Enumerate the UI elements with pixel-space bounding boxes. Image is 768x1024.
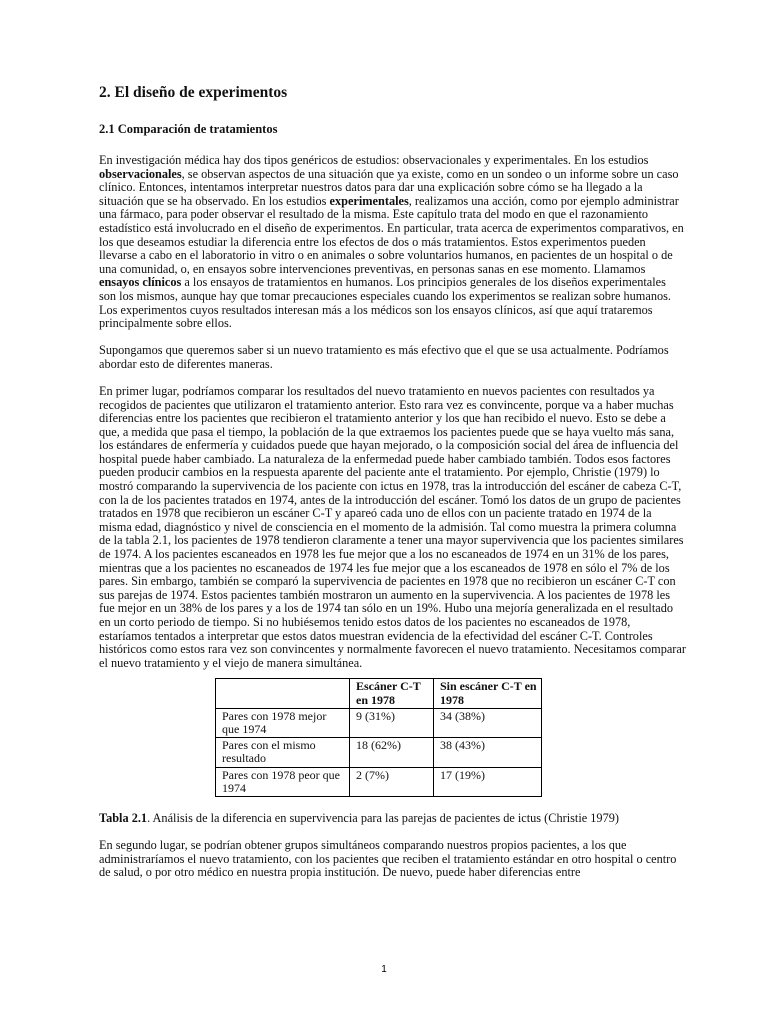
p1-text-c: , se observan aspectos de una situación que ya existe, como en un sondeo o un informe sobre un caso clínico. Entonces, intentamos interpretar nuestros datos para dar una explicación sobre cómo se ha llegado a la situación que se ha observado. En los estudios bbox=[99, 166, 679, 208]
caption-text: . Análisis de la diferencia en supervivencia para las parejas de pacientes de ictus (Christie 1979) bbox=[147, 811, 619, 825]
table-cell: 18 (62%) bbox=[350, 738, 434, 767]
table-cell: Pares con 1978 peor que 1974 bbox=[216, 767, 350, 796]
p1-text-d: , realizamos una acción, como por ejemplo administrar una fármaco, para poder observar el resultado de la misma. Este capítulo trata del modo en que el razonamiento estadístico está involucrado en el diseño de experimentos. En particular, trata acerca de experimentos comparativos, en los que deseamos estudiar la diferencia entre los efectos de dos o más tratamientos. Estos experimentos pueden llevarse a cabo en el laboratorio in vitro o en animales o sobre voluntarios humanos, en pacientes de un hospital o de una comunidad, o, en ensayos sobre intervenciones preventivas, en personas sanas en ese momento. Llamamos bbox=[99, 193, 684, 276]
p1-text-a: En investigación médica hay dos tipos genéricos de estudios: observacionales y experimentales. En los estudios bbox=[99, 153, 649, 167]
subsection-heading: 2.1 Comparación de tratamientos bbox=[99, 122, 278, 136]
table-cell: 9 (31%) bbox=[350, 708, 434, 737]
table-cell: 38 (43%) bbox=[434, 738, 542, 767]
table-header-cell bbox=[216, 679, 350, 708]
p1-text-e: a los ensayos de tratamientos en humanos. Los principios generales de los diseños experimentales son los mismos, aunque hay que tomar precauciones especiales cuando los experimentos se realizan sobre humanos. Los experimentos cuyos resultados interesan más a los médicos son los ensayos clínicos, así que aquí trataremos principalmente sobre ellos. bbox=[99, 275, 671, 331]
table-cell: 34 (38%) bbox=[434, 708, 542, 737]
table-row bbox=[216, 708, 542, 737]
table-cell: Pares con el mismo resultado bbox=[216, 738, 350, 767]
paragraph-segundo-lugar: En segundo lugar, se podrían obtener grupos simultáneos comparando nuestros propios pacientes, a los que administraríamos el nuevo tratamiento, con los pacientes que reciben el tratamiento estándar en otro hospital o centro de salud, o por otro médico en nuestra propia institución. De nuevo, puede haber diferencias entre bbox=[99, 838, 677, 880]
table-cell: 2 (7%) bbox=[350, 767, 434, 796]
paragraph-intro bbox=[99, 154, 686, 331]
data-table bbox=[215, 678, 542, 797]
table-header-cell: Escáner C-T en 1978 bbox=[350, 679, 434, 708]
table-cell: 17 (19%) bbox=[434, 767, 542, 796]
term-experimentales: experimentales bbox=[329, 193, 409, 208]
table-header-cell: Sin escáner C-T en 1978 bbox=[434, 679, 542, 708]
table-row bbox=[216, 738, 542, 767]
table-row bbox=[216, 767, 542, 796]
page-number: 1 bbox=[381, 964, 387, 975]
table-cell: Pares con 1978 mejor que 1974 bbox=[216, 708, 350, 737]
section-heading: 2. El diseño de experimentos bbox=[99, 84, 288, 101]
table-header-row bbox=[216, 679, 542, 708]
term-observacionales: observacionales bbox=[99, 166, 182, 181]
paragraph-supongamos: Supongamos que queremos saber si un nuevo tratamiento es más efectivo que el que se usa actualmente. Podríamos abordar esto de diferentes maneras. bbox=[99, 343, 669, 371]
table-caption bbox=[99, 811, 686, 825]
term-ensayos-clinicos: ensayos clínicos bbox=[99, 275, 182, 290]
paragraph-primer-lugar: En primer lugar, podríamos comparar los resultados del nuevo tratamiento en nuevos pacientes con resultados ya recogidos de pacientes que utilizaron el tratamiento anterior. Esto rara vez es convincente, porque va a haber muchas diferencias entre los pacientes que recibieron el tratamiento anterior y los que han recibido el nuevo. Esto se debe a que, a medida que pasa el tiempo, la población de la que extraemos los pacientes puede que se haya vuelto más sana, los estándares de enfermería y cuidados puede que hayan mejorado, o la composición social del área de influencia del hospital puede haber cambiado. La naturaleza de la enfermedad puede haber cambiado también. Todos esos factores pueden producir cambios en la respuesta aparente del paciente ante el tratamiento. Por ejemplo, Christie (1979) lo mostró comparando la supervivencia de los paciente con ictus en 1978, tras la introducción del escáner de cabeza C-T, con la de los pacientes tratados en 1974, antes de la introducción del escáner. Tomó los datos de un grupo de pacientes tratados en 1978 que recibieron un escáner C-T y apareó cada uno de ellos con un paciente tratado en 1974 de la misma edad, diagnóstico y nivel de consciencia en el momento de la admisión. Tal como muestra la primera columna de la tabla 2.1, los pacientes de 1978 tendieron claramente a tener una mayor supervivencia que los pacientes similares de 1974. A los pacientes escaneados en 1978 les fue mejor que a los no escaneados de 1974 en un 31% de los pares, mientras que a los pacientes no escaneados de 1974 les fue mejor que a los escaneados de 1978 en sólo el 7% de los pares. Sin embargo, también se comparó la supervivencia de pacientes en 1978 que no recibieron un escáner C-T con sus parejas de 1974. Estos pacientes también mostraron un aumento en la supervivencia. A los pacientes de 1978 les fue mejor en un 38% de los pares y a los de 1974 tan sólo en un 19%. Hubo una mejoría generalizada en el resultado en un corto periodo de tiempo. Si no hubiésemos tenido estos datos de los pacientes no escaneados de 1978, estaríamos tentados a interpretar que estos datos muestran evidencia de la efectividad del escáner C-T. Controles históricos como estos rara vez son convincentes y normalmente favorecen el nuevo tratamiento. Necesitamos comparar el nuevo tratamiento y el viejo de manera simultánea. bbox=[99, 383, 686, 670]
caption-label: Tabla 2.1 bbox=[99, 811, 148, 825]
